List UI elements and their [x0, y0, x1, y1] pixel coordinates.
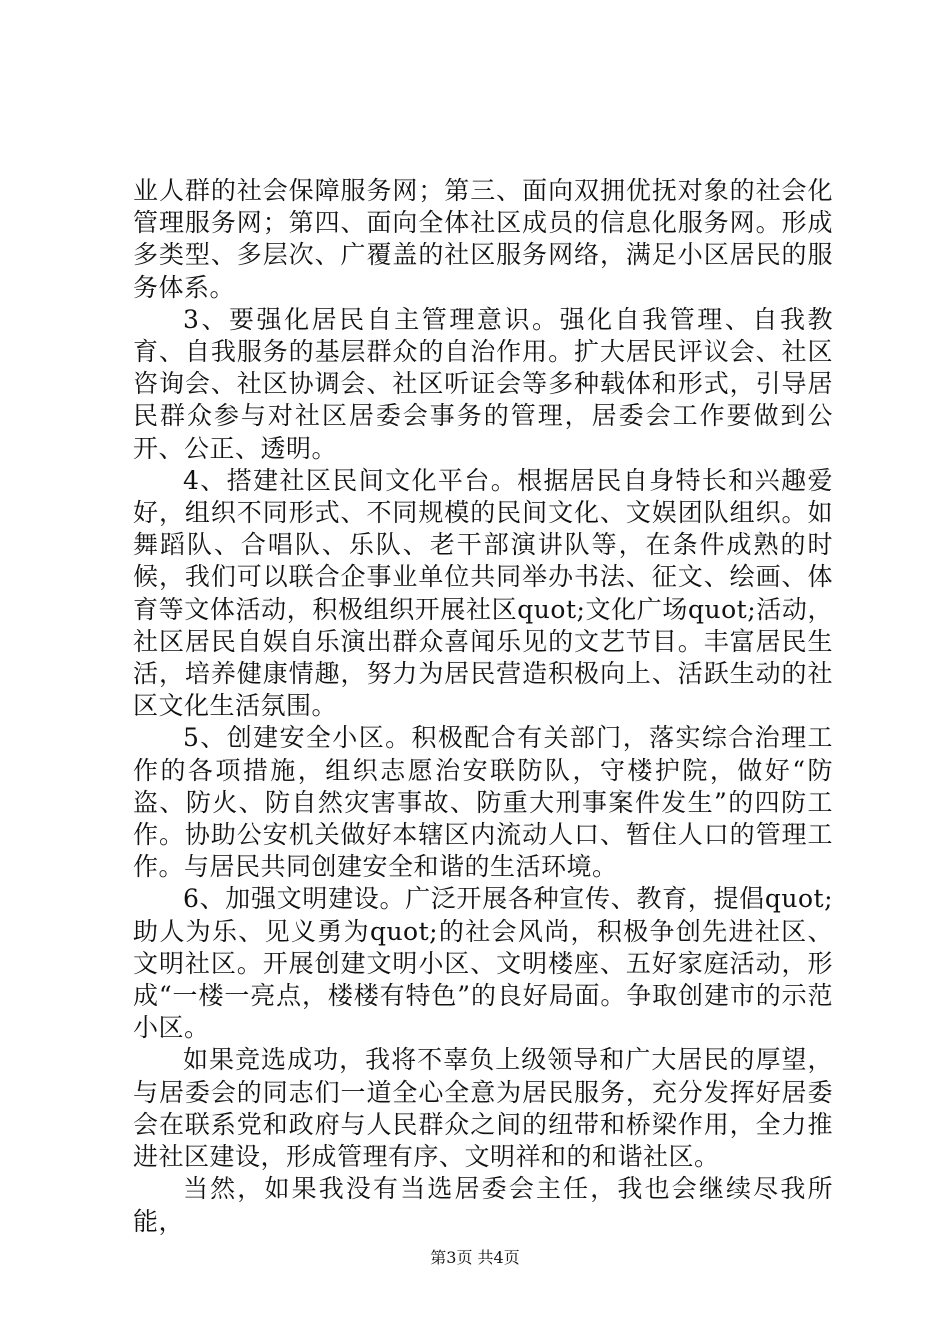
document-body	[133, 175, 833, 1238]
paragraph-item-4: 4、搭建社区民间文化平台。根据居民自身特长和兴趣爱好，组织不同形式、不同规模的民间文化、文娱团队组织。如舞蹈队、合唱队、乐队、老干部演讲队等，在条件成熟的时候，我们可以联合企事业单位共同举办书法、征文、绘画、体育等文体活动，积极组织开展社区quot;文化广场quot;活动，社区居民自娱自乐演出群众喜闻乐见的文艺节目。丰富居民生活，培养健康情趣，努力为居民营造积极向上、活跃生动的社区文化生活氛围。	[133, 465, 833, 721]
paragraph-if-not-elected: 当然，如果我没有当选居委会主任，我也会继续尽我所能，	[133, 1174, 833, 1236]
paragraph-continuation: 业人群的社会保障服务网；第三、面向双拥优抚对象的社会化管理服务网；第四、面向全体社区成员的信息化服务网。形成多类型、多层次、广覆盖的社区服务网络，满足小区居民的服务体系。	[133, 176, 833, 302]
paragraph-if-elected: 如果竞选成功，我将不辜负上级领导和广大居民的厚望，与居委会的同志们一道全心全意为居民服务，充分发挥好居委会在联系党和政府与人民群众之间的纽带和桥梁作用，全力推进社区建设，形成管理有序、文明祥和的和谐社区。	[133, 1045, 833, 1172]
paragraph-item-6: 6、加强文明建设。广泛开展各种宣传、教育，提倡quot;助人为乐、见义勇为quot;的社会风尚，积极争创先进社区、文明社区。开展创建文明小区、文明楼座、五好家庭活动，形成“一楼一亮点，楼楼有特色”的良好局面。争取创建市的示范小区。	[133, 884, 833, 1043]
paragraph-item-3: 3、要强化居民自主管理意识。强化自我管理、自我教育、自我服务的基层群众的自治作用。扩大居民评议会、社区咨询会、社区协调会、社区听证会等多种载体和形式，引导居民群众参与对社区居委会事务的管理，居委会工作要做到公开、公正、透明。	[133, 304, 833, 463]
page-footer: 第3页 共4页	[430, 1248, 520, 1267]
paragraph-item-5: 5、创建安全小区。积极配合有关部门，落实综合治理工作的各项措施，组织志愿治安联防队，守楼护院，做好“防盗、防火、防自然灾害事故、防重大刑事案件发生”的四防工作。协助公安机关做好本辖区内流动人口、暂住人口的管理工作。与居民共同创建安全和谐的生活环境。	[133, 723, 833, 882]
